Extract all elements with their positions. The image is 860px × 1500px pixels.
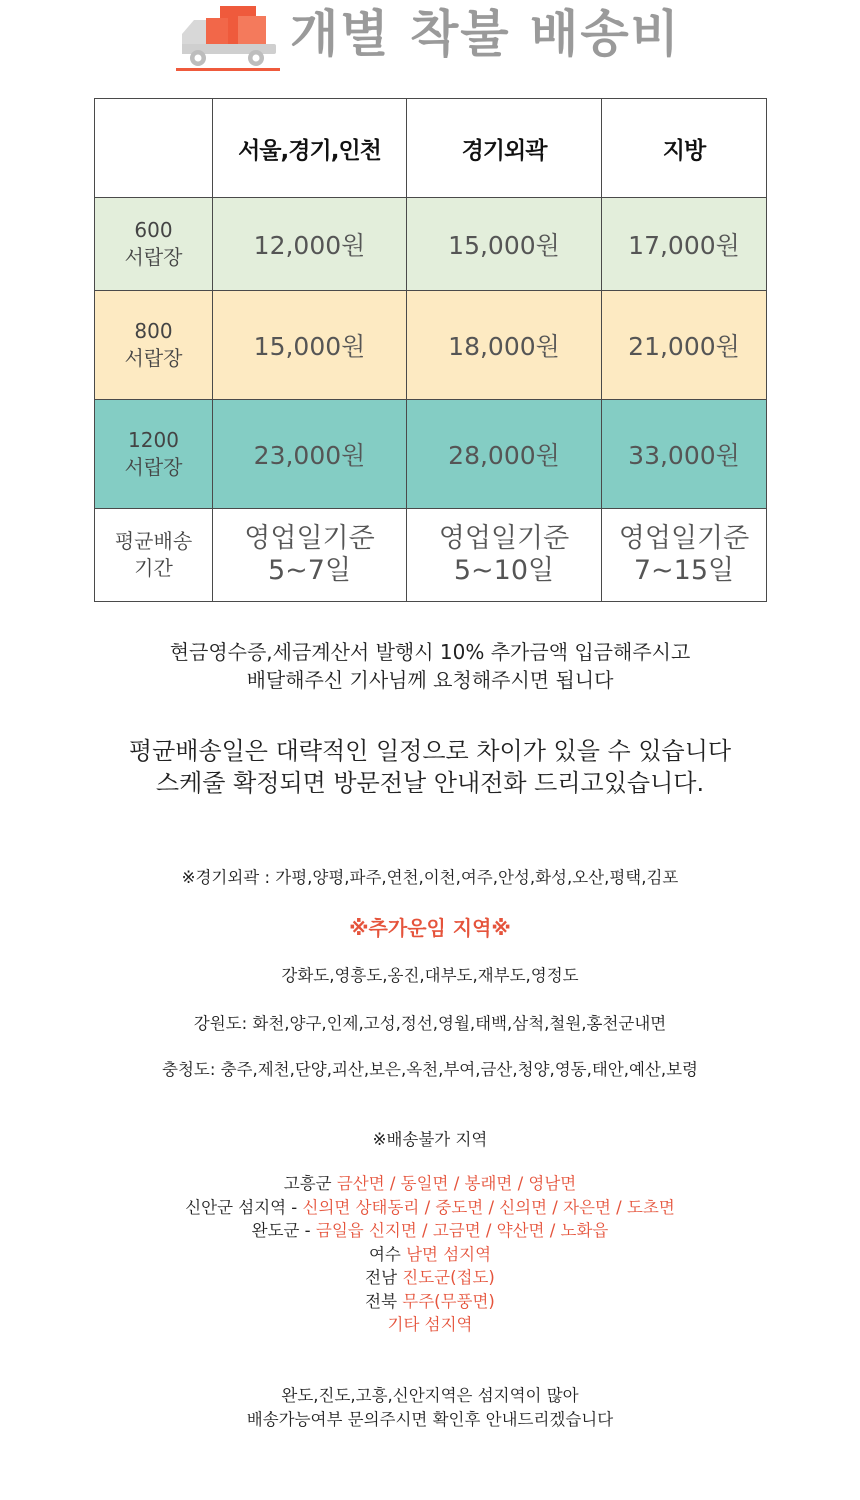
- header-cell-gyeonggi-outer: 경기외곽: [407, 99, 602, 198]
- no-delivery-title: ※배송불가 지역: [372, 1130, 488, 1149]
- header: [0, 0, 860, 78]
- delivery-period-cell: 영업일기준 7~15일: [602, 509, 767, 602]
- price-cell: 21,000원: [602, 291, 767, 400]
- delivery-period-cell: 영업일기준 5~10일: [407, 509, 602, 602]
- table-row: [95, 400, 767, 509]
- price-cell: 12,000원: [213, 198, 407, 291]
- receipt-note: 현금영수증,세금계산서 발행시 10% 추가금액 입금해주시고 배달해주신 기사님께 요청해주시면 됩니다: [169, 640, 691, 692]
- price-cell: 28,000원: [407, 400, 602, 509]
- gyeonggi-outer-note: ※경기외곽 : 가평,양평,파주,연천,이천,여주,안성,화성,오산,평택,김포: [181, 868, 679, 887]
- no-delivery-list: [0, 1172, 860, 1337]
- extra-fee-chungcheong: 충청도: 충주,제천,단양,괴산,보은,옥천,부여,금산,청양,영동,태안,예산,보령: [162, 1060, 698, 1079]
- closing-note: 완도,진도,고흥,신안지역은 섬지역이 많아 배송가능여부 문의주시면 확인후 안내드리겠습니다: [246, 1386, 614, 1429]
- header-cell-province: 지방: [602, 99, 767, 198]
- delivery-period-cell: 영업일기준 5~7일: [213, 509, 407, 602]
- row-label: 600 서랍장: [95, 198, 213, 291]
- table-header-row: [95, 99, 767, 198]
- extra-fee-title: ※추가운임 지역※: [349, 916, 511, 940]
- price-cell: 15,000원: [213, 291, 407, 400]
- extra-fee-islands: 강화도,영흥도,옹진,대부도,재부도,영정도: [281, 966, 579, 985]
- row-label: 1200 서랍장: [95, 400, 213, 509]
- extra-fee-gangwon: 강원도: 화천,양구,인제,고성,정선,영월,태백,삼척,철원,홍천군내면: [193, 1014, 667, 1033]
- list-item: 여수 남면 섬지역: [368, 1244, 492, 1264]
- list-item: 전남 진도군(접도): [365, 1268, 495, 1287]
- header-cell-metro: 서울,경기,인천: [213, 99, 407, 198]
- average-delivery-row: [95, 509, 767, 602]
- list-item: 완도군 - 금일읍 신지면 / 고금면 / 약산면 / 노화읍: [251, 1221, 609, 1240]
- list-item: 전북 무주(무풍면): [365, 1291, 495, 1311]
- price-cell: 15,000원: [407, 198, 602, 291]
- price-cell: 23,000원: [213, 400, 407, 509]
- list-item: 고흥군 금산면 / 동일면 / 봉래면 / 영남면: [283, 1174, 577, 1193]
- shipping-rate-table: [94, 98, 767, 602]
- list-item: 기타 섬지역: [387, 1315, 473, 1334]
- price-cell: 17,000원: [602, 198, 767, 291]
- row-label: 평균배송 기간: [95, 509, 213, 602]
- price-cell: 18,000원: [407, 291, 602, 400]
- delivery-truck-icon: [176, 4, 280, 72]
- table-row: [95, 198, 767, 291]
- table-row: [95, 291, 767, 400]
- price-cell: 33,000원: [602, 400, 767, 509]
- schedule-note: 평균배송일은 대략적인 일정으로 차이가 있을 수 있습니다 스케줄 확정되면 방문전날 안내전화 드리고있습니다.: [128, 737, 732, 797]
- row-label: 800 서랍장: [95, 291, 213, 400]
- page-title: 개별 착불 배송비: [290, 5, 681, 63]
- list-item: 신안군 섬지역 - 신의면 상태동리 / 중도면 / 신의면 / 자은면 / 도초면: [185, 1197, 675, 1217]
- header-cell-blank: [95, 99, 213, 198]
